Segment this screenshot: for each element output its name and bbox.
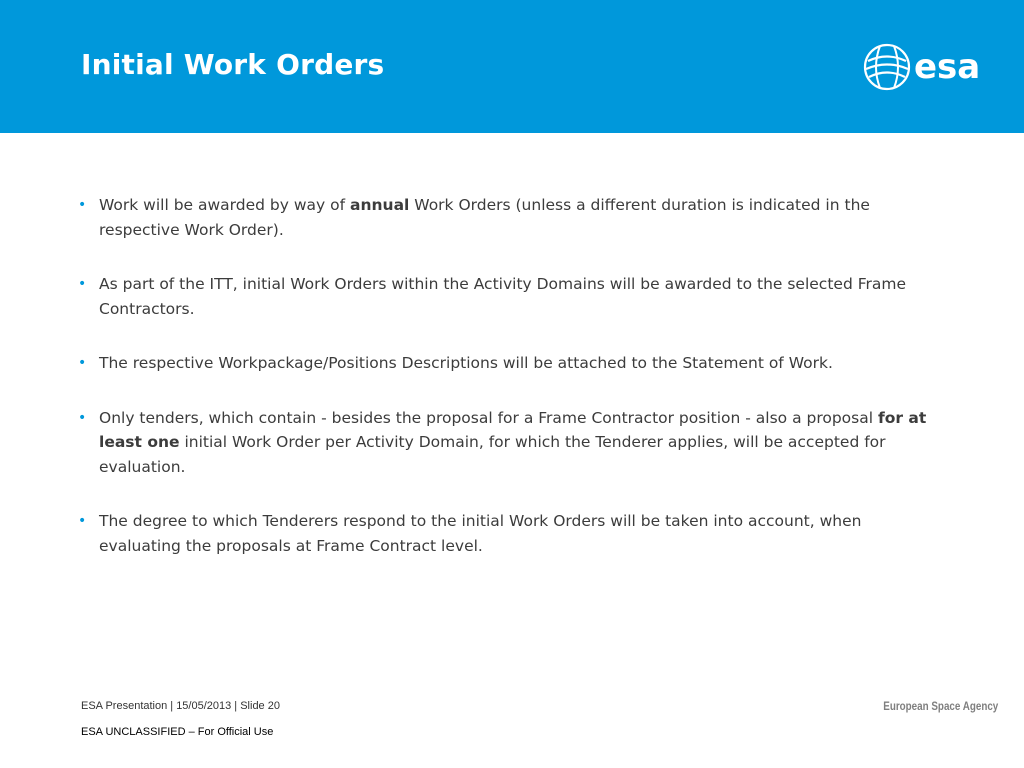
bullet-text: The respective Workpackage/Positions Descriptions will be attached to the Statement of Work.: [99, 354, 833, 372]
bullet-item: [78, 193, 948, 242]
slide-title: Initial Work Orders: [81, 48, 385, 81]
bullet-text: Work will be awarded by way of: [99, 196, 350, 214]
bullet-dot-icon: •: [78, 197, 87, 213]
bullet-dot-icon: •: [78, 409, 87, 426]
bullet-item: [78, 272, 948, 321]
svg-text:esa: esa: [914, 47, 981, 87]
footer-presentation-info: ESA Presentation | 15/05/2013 | Slide 20: [81, 700, 280, 712]
bullet-dot-icon: •: [78, 513, 87, 529]
bullet-dot-icon: •: [78, 355, 87, 371]
bullet-text: Only tenders, which contain - besides the proposal for a Frame Contractor position - also a proposal: [99, 408, 878, 427]
bullet-text: The degree to which Tenderers respond to the initial Work Orders will be taken into account, when evaluating the proposals at Frame Contract level.: [99, 512, 862, 555]
footer-classification: ESA UNCLASSIFIED – For Official Use: [81, 726, 274, 738]
bullet-list: [78, 193, 948, 588]
bullet-emphasis: annual: [350, 196, 410, 214]
esa-logo-icon: [862, 40, 1002, 94]
bullet-text: As part of the ITT, initial Work Orders within the Activity Domains will be awarded to the selected Frame Contractors.: [99, 275, 907, 318]
bullet-text: initial Work Order per Activity Domain, for which the Tenderer applies, will be accepted for evaluation.: [99, 433, 886, 476]
bullet-emphasis: for at least one: [99, 408, 927, 451]
slide-header: [0, 0, 1024, 133]
bullet-text: Work Orders (unless a different duration is indicated in the respective Work Order).: [99, 196, 870, 239]
footer-agency-name: European Space Agency: [882, 699, 998, 713]
bullet-dot-icon: •: [78, 276, 87, 292]
bullet-item: [78, 351, 948, 376]
bullet-item: [78, 509, 948, 558]
bullet-item: [78, 406, 948, 480]
